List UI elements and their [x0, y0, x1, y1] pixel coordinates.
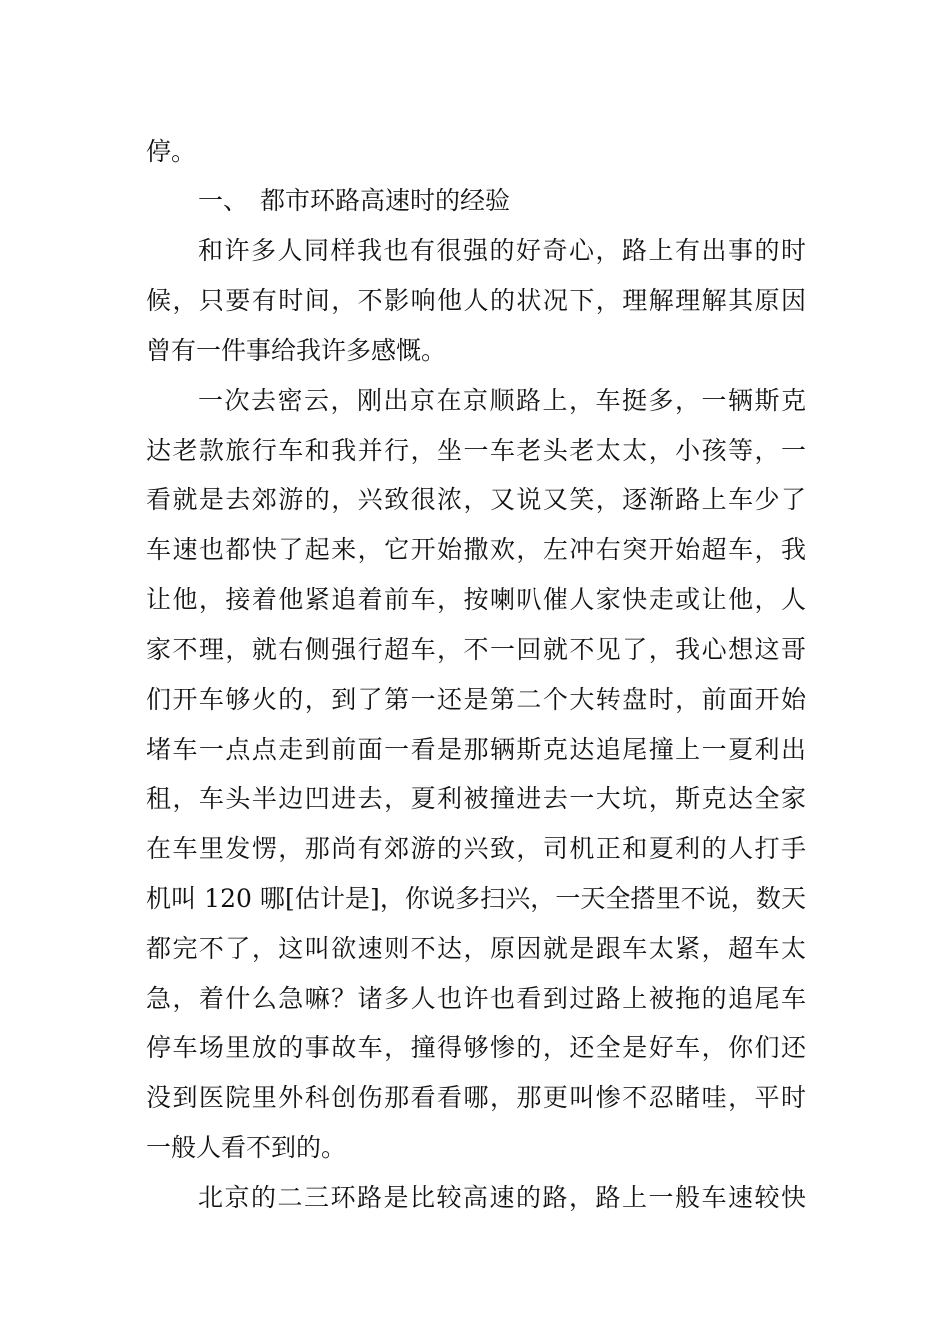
- paragraph-2-line-15: 没到医院里外科创伤那看看哪，那更叫惨不忍睹哇，平时: [146, 1083, 806, 1112]
- paragraph-2-line-7: 们开车够火的，到了第一还是第二个大转盘时，前面开始: [146, 685, 806, 714]
- paragraph-2-line-3: 看就是去郊游的，兴致很浓，又说又笑，逐渐路上车少了: [146, 485, 806, 514]
- paragraph-2-line-5: 让他，接着他紧追着前车，按喇叭催人家快走或让他，人: [146, 585, 806, 614]
- section-heading: [198, 186, 510, 216]
- paragraph-2-line-1: 一次去密云，刚出京在京顺路上，车挺多，一辆斯克: [198, 386, 806, 415]
- paragraph-2-line-9: 租，车头半边凹进去，夏利被撞进去一大坑，斯克达全家: [146, 784, 806, 813]
- section-title: 都市环路高速时的经验: [260, 186, 511, 215]
- paragraph-2-line-12: 都完不了，这叫欲速则不达，原因就是跟车太紧，超车太: [146, 934, 806, 963]
- paragraph-2-line-13: 急，着什么急嘛？诸多人也许也看到过路上被拖的追尾车: [146, 984, 806, 1013]
- paragraph-2-line-11: 机叫 120 哪[估计是]，你说多扫兴，一天全搭里不说，数天: [146, 884, 806, 913]
- paragraph-1-line-1: 和许多人同样我也有很强的好奇心，路上有出事的时: [198, 236, 806, 265]
- paragraph-1-line-2: 候，只要有时间，不影响他人的状况下，理解理解其原因: [146, 286, 806, 315]
- paragraph-2-line-4: 车速也都快了起来，它开始撒欢，左冲右突开始超车，我: [146, 535, 806, 564]
- paragraph-1-line-3: 曾有一件事给我许多感慨。: [146, 336, 447, 365]
- paragraph-2-line-2: 达老款旅行车和我并行，坐一车老头老太太，小孩等，一: [146, 436, 806, 465]
- text-line-1: 停。: [146, 137, 197, 166]
- paragraph-2-line-10: 在车里发愣，那尚有郊游的兴致，司机正和夏利的人打手: [146, 834, 806, 863]
- paragraph-2-line-14: 停车场里放的事故车，撞得够惨的，还全是好车，你们还: [146, 1033, 806, 1062]
- section-number: 一、: [198, 186, 249, 215]
- paragraph-2-line-6: 家不理，就右侧强行超车，不一回就不见了，我心想这哥: [146, 635, 806, 664]
- paragraph-2-line-8: 堵车一点点走到前面一看是那辆斯克达追尾撞上一夏利出: [146, 735, 806, 764]
- paragraph-2-line-16: 一般人看不到的。: [146, 1133, 347, 1162]
- paragraph-3-line-1: 北京的二三环路是比较高速的路，路上一般车速较快: [198, 1183, 806, 1212]
